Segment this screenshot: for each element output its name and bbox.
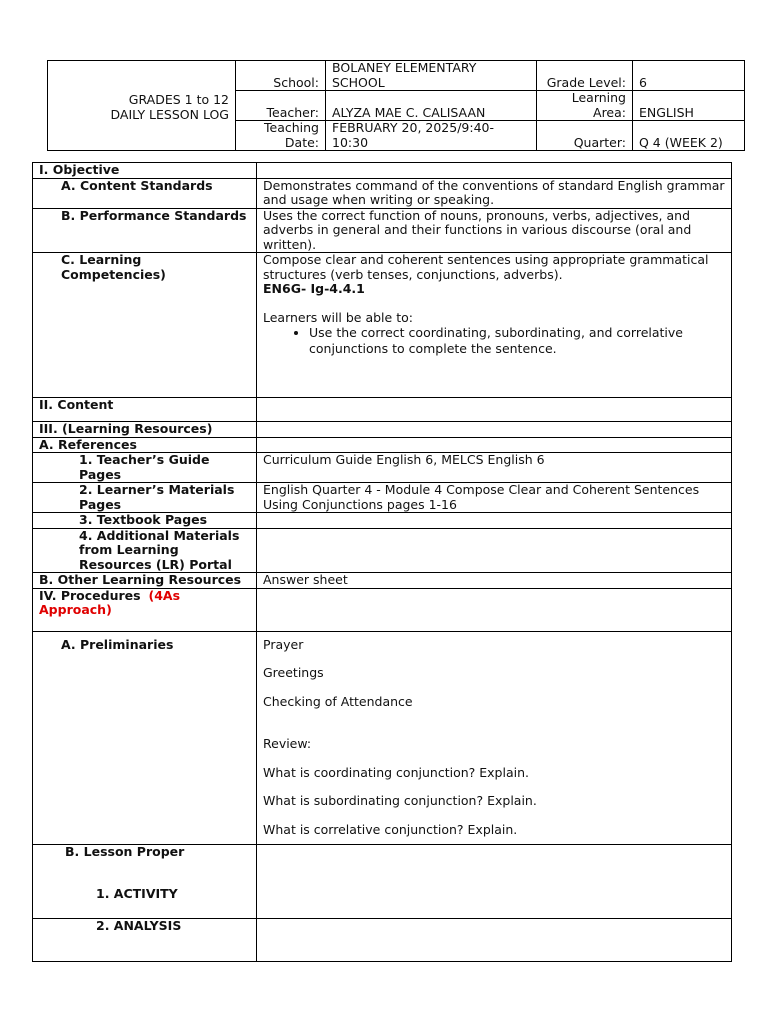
lesson-proper-label: B. Lesson Proper xyxy=(65,844,185,859)
learners-materials-value: English Quarter 4 - Module 4 Compose Clear and Coherent Sentences Using Conjunctions pages 1-16 xyxy=(257,483,732,513)
analysis-label: 2. ANALYSIS xyxy=(33,918,257,961)
additional-materials-label: 4. Additional Materials from Learning Resources (LR) Portal xyxy=(33,528,257,573)
preliminaries-label: A. Preliminaries xyxy=(33,631,257,844)
review-text: Review: xyxy=(263,736,312,751)
form-title-cell xyxy=(48,61,236,151)
learning-competencies-label: C. Learning Competencies) xyxy=(33,253,257,398)
lesson-table xyxy=(32,162,732,962)
objective-heading: I. Objective xyxy=(33,163,257,179)
greetings-text: Greetings xyxy=(263,665,324,680)
content-standards-value: Demonstrates command of the conventions of standard English grammar and usage when writing or speaking. xyxy=(257,178,732,208)
school-label: School: xyxy=(236,61,326,91)
quarter-label: Quarter: xyxy=(537,121,633,151)
competency-text: Compose clear and coherent sentences using appropriate grammatical structures (verb tenses, conjunctions, adverbs). xyxy=(263,252,709,282)
content-heading: II. Content xyxy=(33,398,257,422)
attendance-text: Checking of Attendance xyxy=(263,693,413,709)
grade-level-value: 6 xyxy=(633,61,745,91)
teacher-label: Teacher: xyxy=(236,91,326,121)
performance-standards-value: Uses the correct function of nouns, pronouns, verbs, adjectives, and adverbs in general and their functions in various discourse (oral and written). xyxy=(257,208,732,253)
grade-level-label: Grade Level: xyxy=(537,61,633,91)
competency-code: EN6G- Ig-4.4.1 xyxy=(263,281,365,296)
review-question-3: What is correlative conjunction? Explain. xyxy=(263,821,518,837)
prayer-text: Prayer xyxy=(263,636,304,652)
lesson-proper-cell xyxy=(33,844,257,918)
procedures-heading-cell xyxy=(33,588,257,631)
procedures-heading: IV. Procedures xyxy=(39,588,141,603)
learners-materials-label: 2. Learner’s Materials Pages xyxy=(33,483,257,513)
learners-bullet: • Use the correct coordinating, subordinating, and correlative conjunctions to complete the sentence. xyxy=(309,325,725,357)
activity-label: 1. ACTIVITY xyxy=(96,886,178,901)
procedures-approach: (4As Approach) xyxy=(39,588,181,617)
learning-competencies-cell xyxy=(257,253,732,398)
teacher-value: ALYZA MAE C. CALISAAN xyxy=(326,91,537,121)
review-question-1: What is coordinating conjunction? Explain. xyxy=(263,764,529,780)
header-table xyxy=(47,60,745,151)
teachers-guide-label: 1. Teacher’s Guide Pages xyxy=(33,453,257,483)
review-question-2: What is subordinating conjunction? Explain. xyxy=(263,793,537,808)
teaching-date-value: FEBRUARY 20, 2025/9:40-10:30 xyxy=(326,121,537,151)
other-resources-label: B. Other Learning Resources xyxy=(33,573,257,589)
other-resources-value: Answer sheet xyxy=(257,573,732,589)
textbook-pages-label: 3. Textbook Pages xyxy=(33,513,257,529)
content-standards-label: A. Content Standards xyxy=(33,178,257,208)
teaching-date-label: Teaching Date: xyxy=(236,121,326,151)
learning-resources-heading: III. (Learning Resources) xyxy=(33,422,257,438)
learners-list xyxy=(263,325,725,357)
teachers-guide-value: Curriculum Guide English 6, MELCS English 6 xyxy=(257,453,732,483)
quarter-value: Q 4 (WEEK 2) xyxy=(633,121,745,151)
performance-standards-label: B. Performance Standards xyxy=(33,208,257,253)
learners-intro: Learners will be able to: xyxy=(263,309,413,325)
school-value: BOLANEY ELEMENTARY SCHOOL xyxy=(326,61,537,91)
preliminaries-cell xyxy=(257,631,732,844)
form-title-line2: DAILY LESSON LOG xyxy=(110,106,229,122)
form-title-line1: GRADES 1 to 12 xyxy=(128,92,229,107)
learning-area-value: ENGLISH xyxy=(633,91,745,121)
learning-area-label: Learning Area: xyxy=(537,91,633,121)
references-heading: A. References xyxy=(33,437,257,453)
